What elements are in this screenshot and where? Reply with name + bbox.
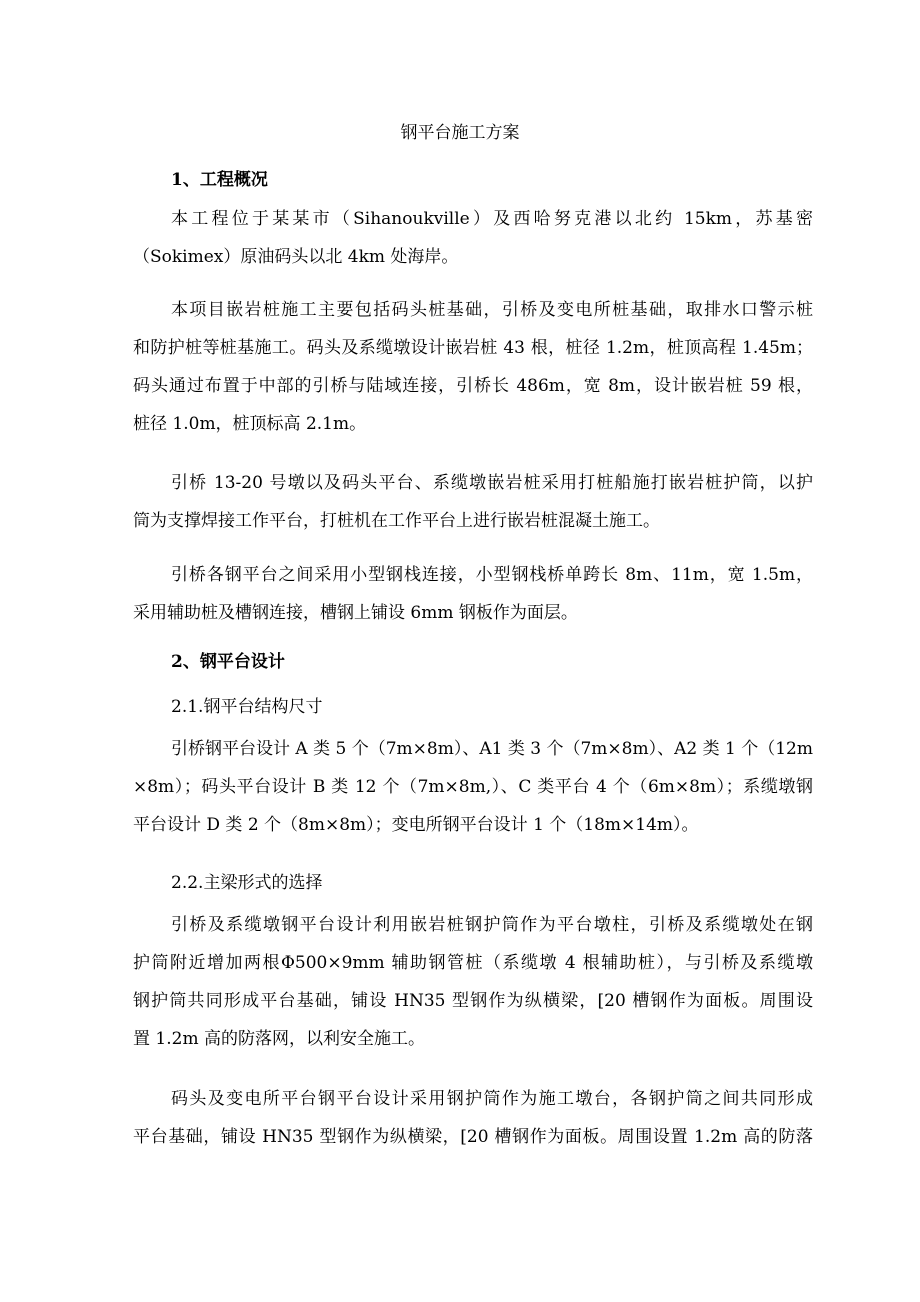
paragraph-line: 引桥及系缆墩钢平台设计利用嵌岩桩钢护筒作为平台墩柱，引桥及系缆墩处在钢 [171, 915, 813, 935]
paragraph-line: 本项目嵌岩桩施工主要包括码头桩基础，引桥及变电所桩基础，取排水口警示桩 [171, 300, 813, 320]
paragraph-1-3 [133, 464, 813, 540]
paragraph-line: 平台设计 D 类 2 个（8m×8m）；变电所钢平台设计 1 个（18m×14m）。 [133, 815, 699, 835]
paragraph-2-1-1 [133, 730, 813, 844]
document-title: 钢平台施工方案 [400, 123, 520, 143]
paragraph-1-4 [133, 556, 813, 632]
paragraph-1-1 [133, 200, 813, 276]
paragraph-line: 码头通过布置于中部的引桥与陆域连接，引桥长 486m，宽 8m，设计嵌岩桩 59 根， [133, 376, 813, 396]
paragraph-line: 引桥钢平台设计 A 类 5 个（7m×8m）、A1 类 3 个（7m×8m）、A2 类 1 个（12m [171, 739, 813, 759]
paragraph-line: 置 1.2m 高的防落网，以利安全施工。 [133, 1029, 425, 1049]
paragraph-1-2 [133, 291, 813, 443]
subsection-title-2-1: 2.1.钢平台结构尺寸 [171, 697, 323, 717]
paragraph-line: 筒为支撑焊接工作平台，打桩机在工作平台上进行嵌岩桩混凝土施工。 [133, 511, 660, 531]
paragraph-line: 护筒附近增加两根Φ500×9mm 辅助钢管桩（系缆墩 4 根辅助桩），与引桥及系缆墩 [133, 953, 813, 973]
section-heading-1: 1、工程概况 [171, 170, 268, 190]
paragraph-line: 采用辅助桩及槽钢连接，槽钢上铺设 6mm 钢板作为面层。 [133, 603, 578, 623]
section-heading-2: 2、钢平台设计 [171, 652, 285, 672]
paragraph-line: 码头及变电所平台钢平台设计采用钢护筒作为施工墩台，各钢护筒之间共同形成 [171, 1089, 813, 1109]
paragraph-2-2-1 [133, 906, 813, 1058]
paragraph-line: ×8m）；码头平台设计 B 类 12 个（7m×8m,）、C 类平台 4 个（6m×8m）；系缆墩钢 [133, 777, 813, 797]
paragraph-2-2-2 [133, 1080, 813, 1156]
paragraph-line: 钢护筒共同形成平台基础，铺设 HN35 型钢作为纵横梁，[20 槽钢作为面板。周围设 [133, 991, 813, 1011]
paragraph-line: 和防护桩等桩基施工。码头及系缆墩设计嵌岩桩 43 根，桩径 1.2m，桩顶高程 1.45m； [133, 338, 813, 358]
paragraph-line: 引桥 13-20 号墩以及码头平台、系缆墩嵌岩桩采用打桩船施打嵌岩桩护筒，以护 [171, 473, 813, 493]
paragraph-line: 桩径 1.0m，桩顶标高 2.1m。 [133, 414, 367, 434]
paragraph-line: 引桥各钢平台之间采用小型钢栈连接，小型钢栈桥单跨长 8m、11m，宽 1.5m， [171, 565, 813, 585]
paragraph-line: 本工程位于某某市（Sihanoukville）及西哈努克港以北约 15km，苏基密 [171, 209, 813, 229]
paragraph-line: （Sokimex）原油码头以北 4km 处海岸。 [133, 247, 459, 267]
subsection-title-2-2: 2.2.主梁形式的选择 [171, 873, 323, 893]
paragraph-line: 平台基础，铺设 HN35 型钢作为纵横梁，[20 槽钢作为面板。周围设置 1.2m 高的防落 [133, 1127, 813, 1147]
